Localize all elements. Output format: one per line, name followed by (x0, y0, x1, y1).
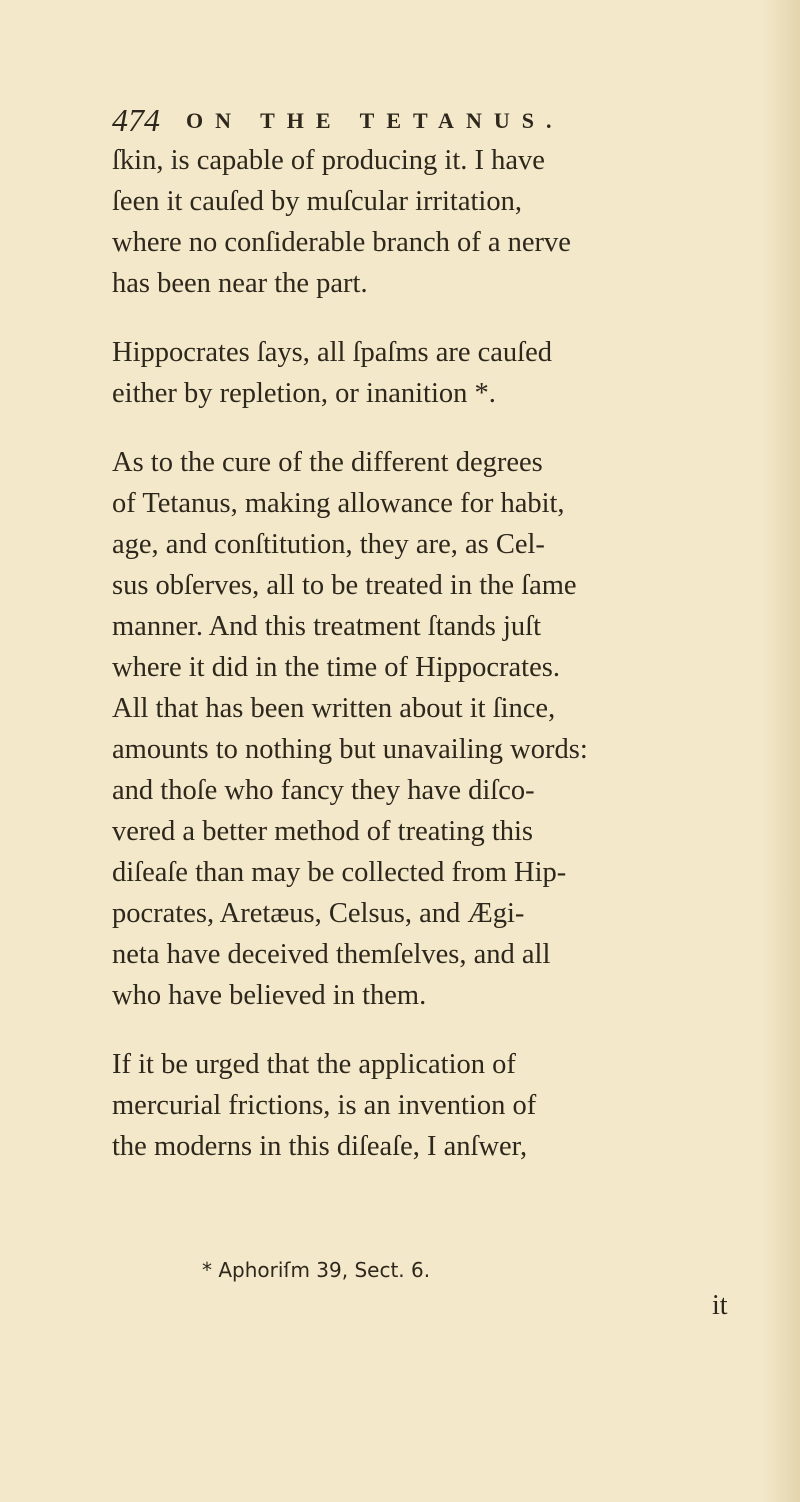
page-number: 474 (112, 102, 160, 138)
text-line: sus obſerves, all to be treated in the ſame (112, 570, 577, 601)
text-line: If it be urged that the application of (112, 1049, 516, 1080)
paragraph-3 (112, 442, 752, 1016)
text-line: manner. And this treatment ſtands juſt (112, 611, 542, 642)
text-line: mercurial frictions, is an invention of (112, 1090, 537, 1121)
text-line: has been near the part. (112, 268, 368, 299)
text-line: pocrates, Aretæus, Celsus, and Ægi- (112, 898, 525, 929)
text-line: vered a better method of treating this (112, 816, 534, 847)
paragraph-2 (112, 332, 752, 414)
text-line: neta have deceived themſelves, and all (112, 939, 551, 970)
text-line: and thoſe who fancy they have diſco- (112, 775, 535, 806)
text-line: age, and conſtitution, they are, as Cel- (112, 529, 545, 560)
text-line: amounts to nothing but unavailing words: (112, 734, 588, 765)
paragraph-1 (112, 140, 752, 304)
text-line: ſkin, is capable of producing it. I have (112, 145, 545, 176)
text-line: All that has been written about it ſince, (112, 693, 556, 724)
page-header (112, 102, 752, 142)
text-line: As to the cure of the different degrees (112, 447, 543, 478)
text-line: where it did in the time of Hippocrates. (112, 652, 560, 683)
paragraph-4 (112, 1044, 752, 1167)
page-edge-shadow (762, 0, 800, 1502)
text-line: of Tetanus, making allowance for habit, (112, 488, 565, 519)
text-line: Hippocrates ſays, all ſpaſms are cauſed (112, 337, 552, 368)
text-line: where no conſiderable branch of a nerve (112, 227, 571, 258)
text-line: ſeen it cauſed by muſcular irritation, (112, 186, 522, 217)
body-text (112, 140, 752, 1167)
footnote: * Aphoriſm 39, Sect. 6. (202, 1258, 431, 1282)
text-line: diſeaſe than may be collected from Hip- (112, 857, 567, 888)
running-title: ON THE TETANUS. (186, 108, 564, 133)
text-line: either by repletion, or inanition *. (112, 378, 496, 409)
text-line: the moderns in this diſeaſe, I anſwer, (112, 1131, 528, 1162)
catchword: it (712, 1290, 728, 1321)
text-line: who have believed in them. (112, 980, 427, 1011)
